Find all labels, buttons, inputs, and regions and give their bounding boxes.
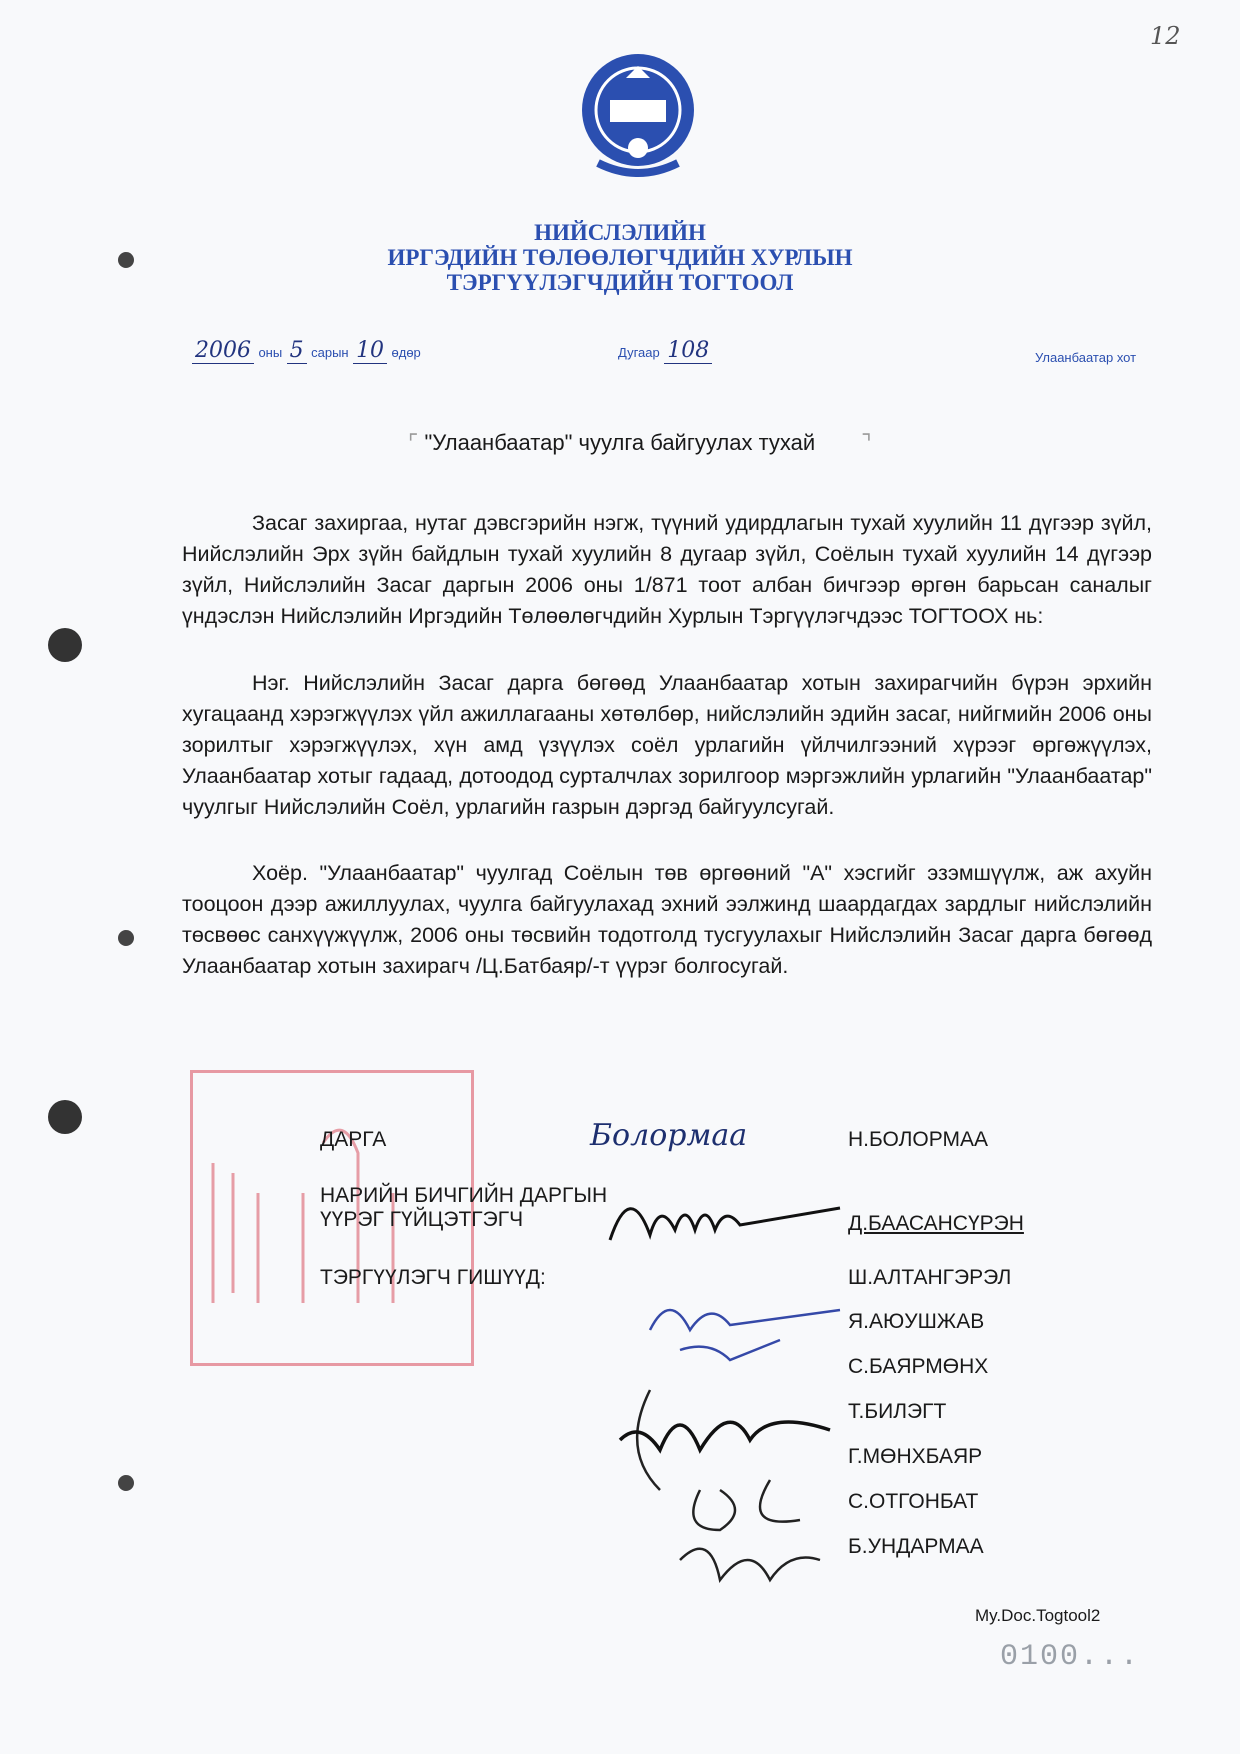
secretary-signature-icon [600,1180,850,1260]
paragraph-preamble: Засаг захиргаа, нутаг дэвсгэрийн нэгж, түүний удирдлагын тухай хуулийн 11 дүгээр зүйл, Нийслэлийн Эрх зүйн байдлын тухай хуулийн 8 дугаар зүйл, Соёлын тухай хуулийн 14 дүгээр зүйл, Нийслэлийн Засаг даргын 2006 оны 1/871 тоот албан бичгээр өргөн барьсан саналыг үндэслэн Нийслэлийн Иргэдийн Төлөөлөгчдийн Хурлын Тэргүүлэгчдээс ТОГТООХ нь: [182,511,1152,628]
state-emblem-icon [578,48,698,178]
member-name: Я.АЮУШЖАВ [848,1310,985,1333]
punch-hole [118,930,134,946]
city: Улаанбаатар хот [1035,350,1137,365]
month-label: сарын [311,345,349,360]
member-signatures-icon [600,1290,860,1610]
member-name: С.БАЯРМӨНХ [848,1355,989,1378]
header-line-1: НИЙСЛЭЛИЙН [534,220,706,245]
chair-title: ДАРГА [320,1128,387,1151]
archive-number: 0100... [1000,1640,1141,1674]
paragraph-one: Нэг. Нийслэлийн Засаг дарга бөгөөд Улаанбаатар хотын захирагчийн бүрэн эрхийн хугацаанд хэрэгжүүлэх үйл ажиллагааны хөтөлбөр, нийслэлийн эдийн засаг, нийгмийн 2006 оны зорилтыг хэрэгжүүлэх, хүн амд үзүүлэх соёл урлагийн үйлчилгээний хүрээг өргөжүүлэх, Улаанбаатар хотыг гадаад, дотоодод сурталчлах зорилгоор мэргэжлийн урлагийн "Улаанбаатар" чуулгыг Нийслэлийн Соёл, урлагийн газрын дэргэд байгуулсугай. [182,671,1152,819]
secretary-title-1: НАРИЙН БИЧГИЙН ДАРГЫН [320,1184,608,1207]
paragraph-two: Хоёр. "Улаанбаатар" чуулгад Соёлын төв өргөөний "А" хэсгийг эзэмшүүлж, аж ахуйн тооцоон дээр ажиллуулах, чуулга байгуулахад эхний ээлжинд шаардагдах зардлыг нийслэлийн төсвөөс санхүүжүүлж, 2006 оны төсвийн тодотголд тусгуулахыг Нийслэлийн Засаг дарга бөгөөд Улаанбаатар хотын захирагч /Ц.Батбаяр/-т үүрэг болгосугай. [182,861,1152,978]
member-name: Т.БИЛЭГТ [848,1400,947,1423]
secretary-title-2: ҮҮРЭГ ГҮЙЦЭТГЭГЧ [320,1208,524,1231]
punch-hole [48,1100,82,1134]
date-day: 10 [353,338,387,364]
date-line [192,338,421,363]
number-label: Дугаар [618,345,660,360]
chair-signature: Болормаа [590,1118,748,1153]
header-line-3: ТЭРГҮҮЛЭГЧДИЙН ТОГТООЛ [446,270,794,295]
document-title: ⌜ "Улаанбаатар" чуулга байгуулах тухай ⌝ [408,430,872,455]
date-month: 5 [287,338,307,364]
title-text: "Улаанбаатар" чуулга байгуулах тухай [424,430,816,455]
document-number [618,338,712,363]
day-label: өдөр [391,345,421,360]
member-name: С.ОТГОНБАТ [848,1490,979,1513]
members-title: ТЭРГҮҮЛЭГЧ ГИШҮҮД: [320,1266,546,1289]
punch-hole [118,1475,134,1491]
chair-name: Н.БОЛОРМАА [848,1128,989,1151]
secretary-name: Д.БААСАНСҮРЭН [848,1212,1024,1235]
member-name: Б.УНДАРМАА [848,1535,984,1558]
number-value: 108 [664,338,712,364]
year-label: оны [258,345,283,360]
footer-reference: My.Doc.Togtool2 [975,1606,1101,1625]
member-name: Г.МӨНХБАЯР [848,1445,983,1468]
page-mark: 12 [1150,22,1181,50]
date-year: 2006 [192,338,254,364]
punch-hole [48,628,82,662]
header-line-2: ИРГЭДИЙН ТӨЛӨӨЛӨГЧДИЙН ХУРЛЫН [387,245,853,270]
member-name: Ш.АЛТАНГЭРЭЛ [848,1266,1012,1289]
